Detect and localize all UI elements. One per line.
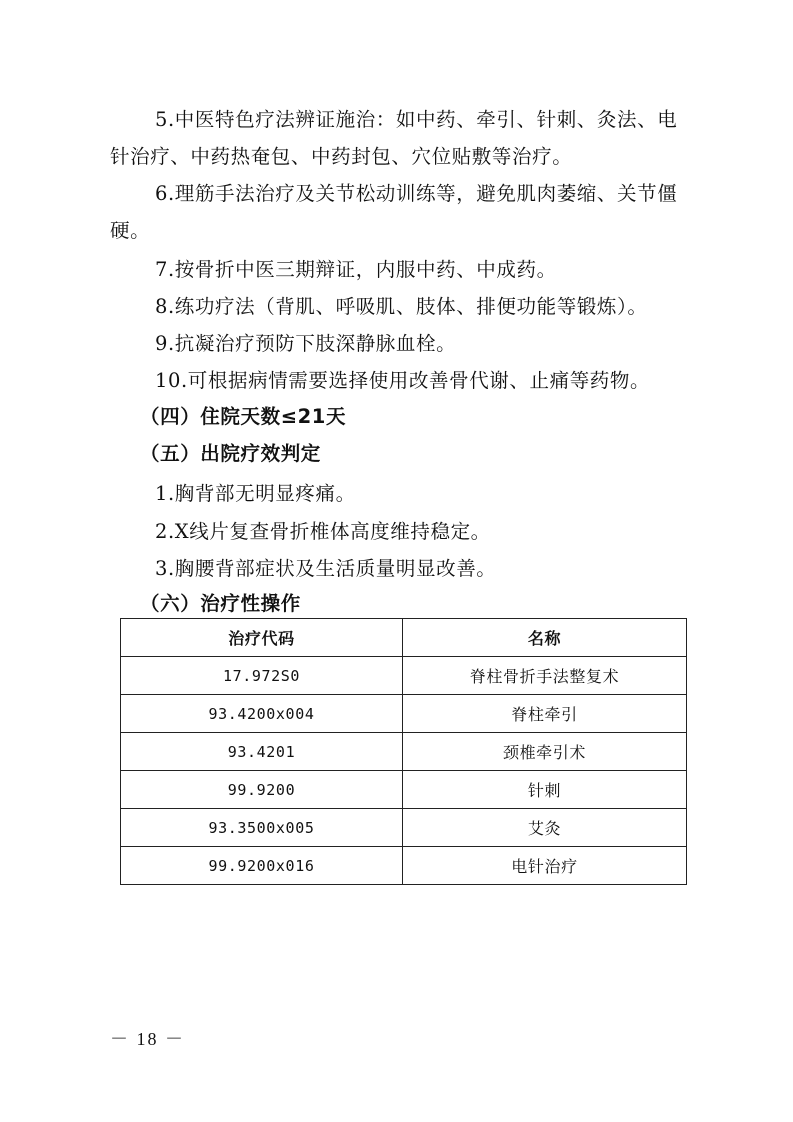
table-header-row (121, 619, 687, 657)
header-code: 治疗代码 (121, 619, 403, 657)
section-heading-hospital-days: （四）住院天数≤21天 (140, 405, 347, 428)
cell-name: 艾灸 (403, 809, 687, 847)
section-heading-therapeutic-operations: （六）治疗性操作 (140, 592, 301, 615)
cell-name: 脊柱骨折手法整复术 (403, 657, 687, 695)
cell-code: 17.972S0 (121, 657, 403, 695)
table-row (121, 771, 687, 809)
paragraph-item-10: 10.可根据病情需要选择使用改善骨代谢、止痛等药物。 (155, 369, 651, 392)
paragraph-item-5: 5.中医特色疗法辨证施治：如中药、牵引、针刺、灸法、电针治疗、中药热奄包、中药封包、穴位贴敷等治疗。 (110, 108, 678, 168)
section-heading-discharge-evaluation: （五）出院疗效判定 (140, 442, 321, 465)
page-number: － 18 － (110, 1029, 185, 1049)
paragraph-item-8: 8.练功疗法（背肌、呼吸肌、肢体、排便功能等锻炼）。 (155, 295, 648, 318)
cell-code: 99.9200 (121, 771, 403, 809)
paragraph-item-6: 6.理筋手法治疗及关节松动训练等，避免肌肉萎缩、关节僵硬。 (110, 182, 678, 242)
cell-code: 93.3500x005 (121, 809, 403, 847)
cell-name: 脊柱牵引 (403, 695, 687, 733)
cell-name: 针刺 (403, 771, 687, 809)
operations-table (120, 618, 687, 885)
cell-name: 颈椎牵引术 (403, 733, 687, 771)
criteria-item-3: 3.胸腰背部症状及生活质量明显改善。 (155, 557, 497, 580)
cell-code: 93.4200x004 (121, 695, 403, 733)
paragraph-item-9: 9.抗凝治疗预防下肢深静脉血栓。 (155, 332, 457, 355)
table-row (121, 657, 687, 695)
table-row (121, 809, 687, 847)
criteria-item-2: 2.X线片复查骨折椎体高度维持稳定。 (155, 520, 491, 543)
cell-code: 93.4201 (121, 733, 403, 771)
paragraph-item-7: 7.按骨折中医三期辩证，内服中药、中成药。 (155, 258, 557, 281)
table-row (121, 733, 687, 771)
criteria-item-1: 1.胸背部无明显疼痛。 (155, 482, 356, 505)
table-row (121, 847, 687, 885)
header-name: 名称 (403, 619, 687, 657)
table-row (121, 695, 687, 733)
cell-code: 99.9200x016 (121, 847, 403, 885)
cell-name: 电针治疗 (403, 847, 687, 885)
